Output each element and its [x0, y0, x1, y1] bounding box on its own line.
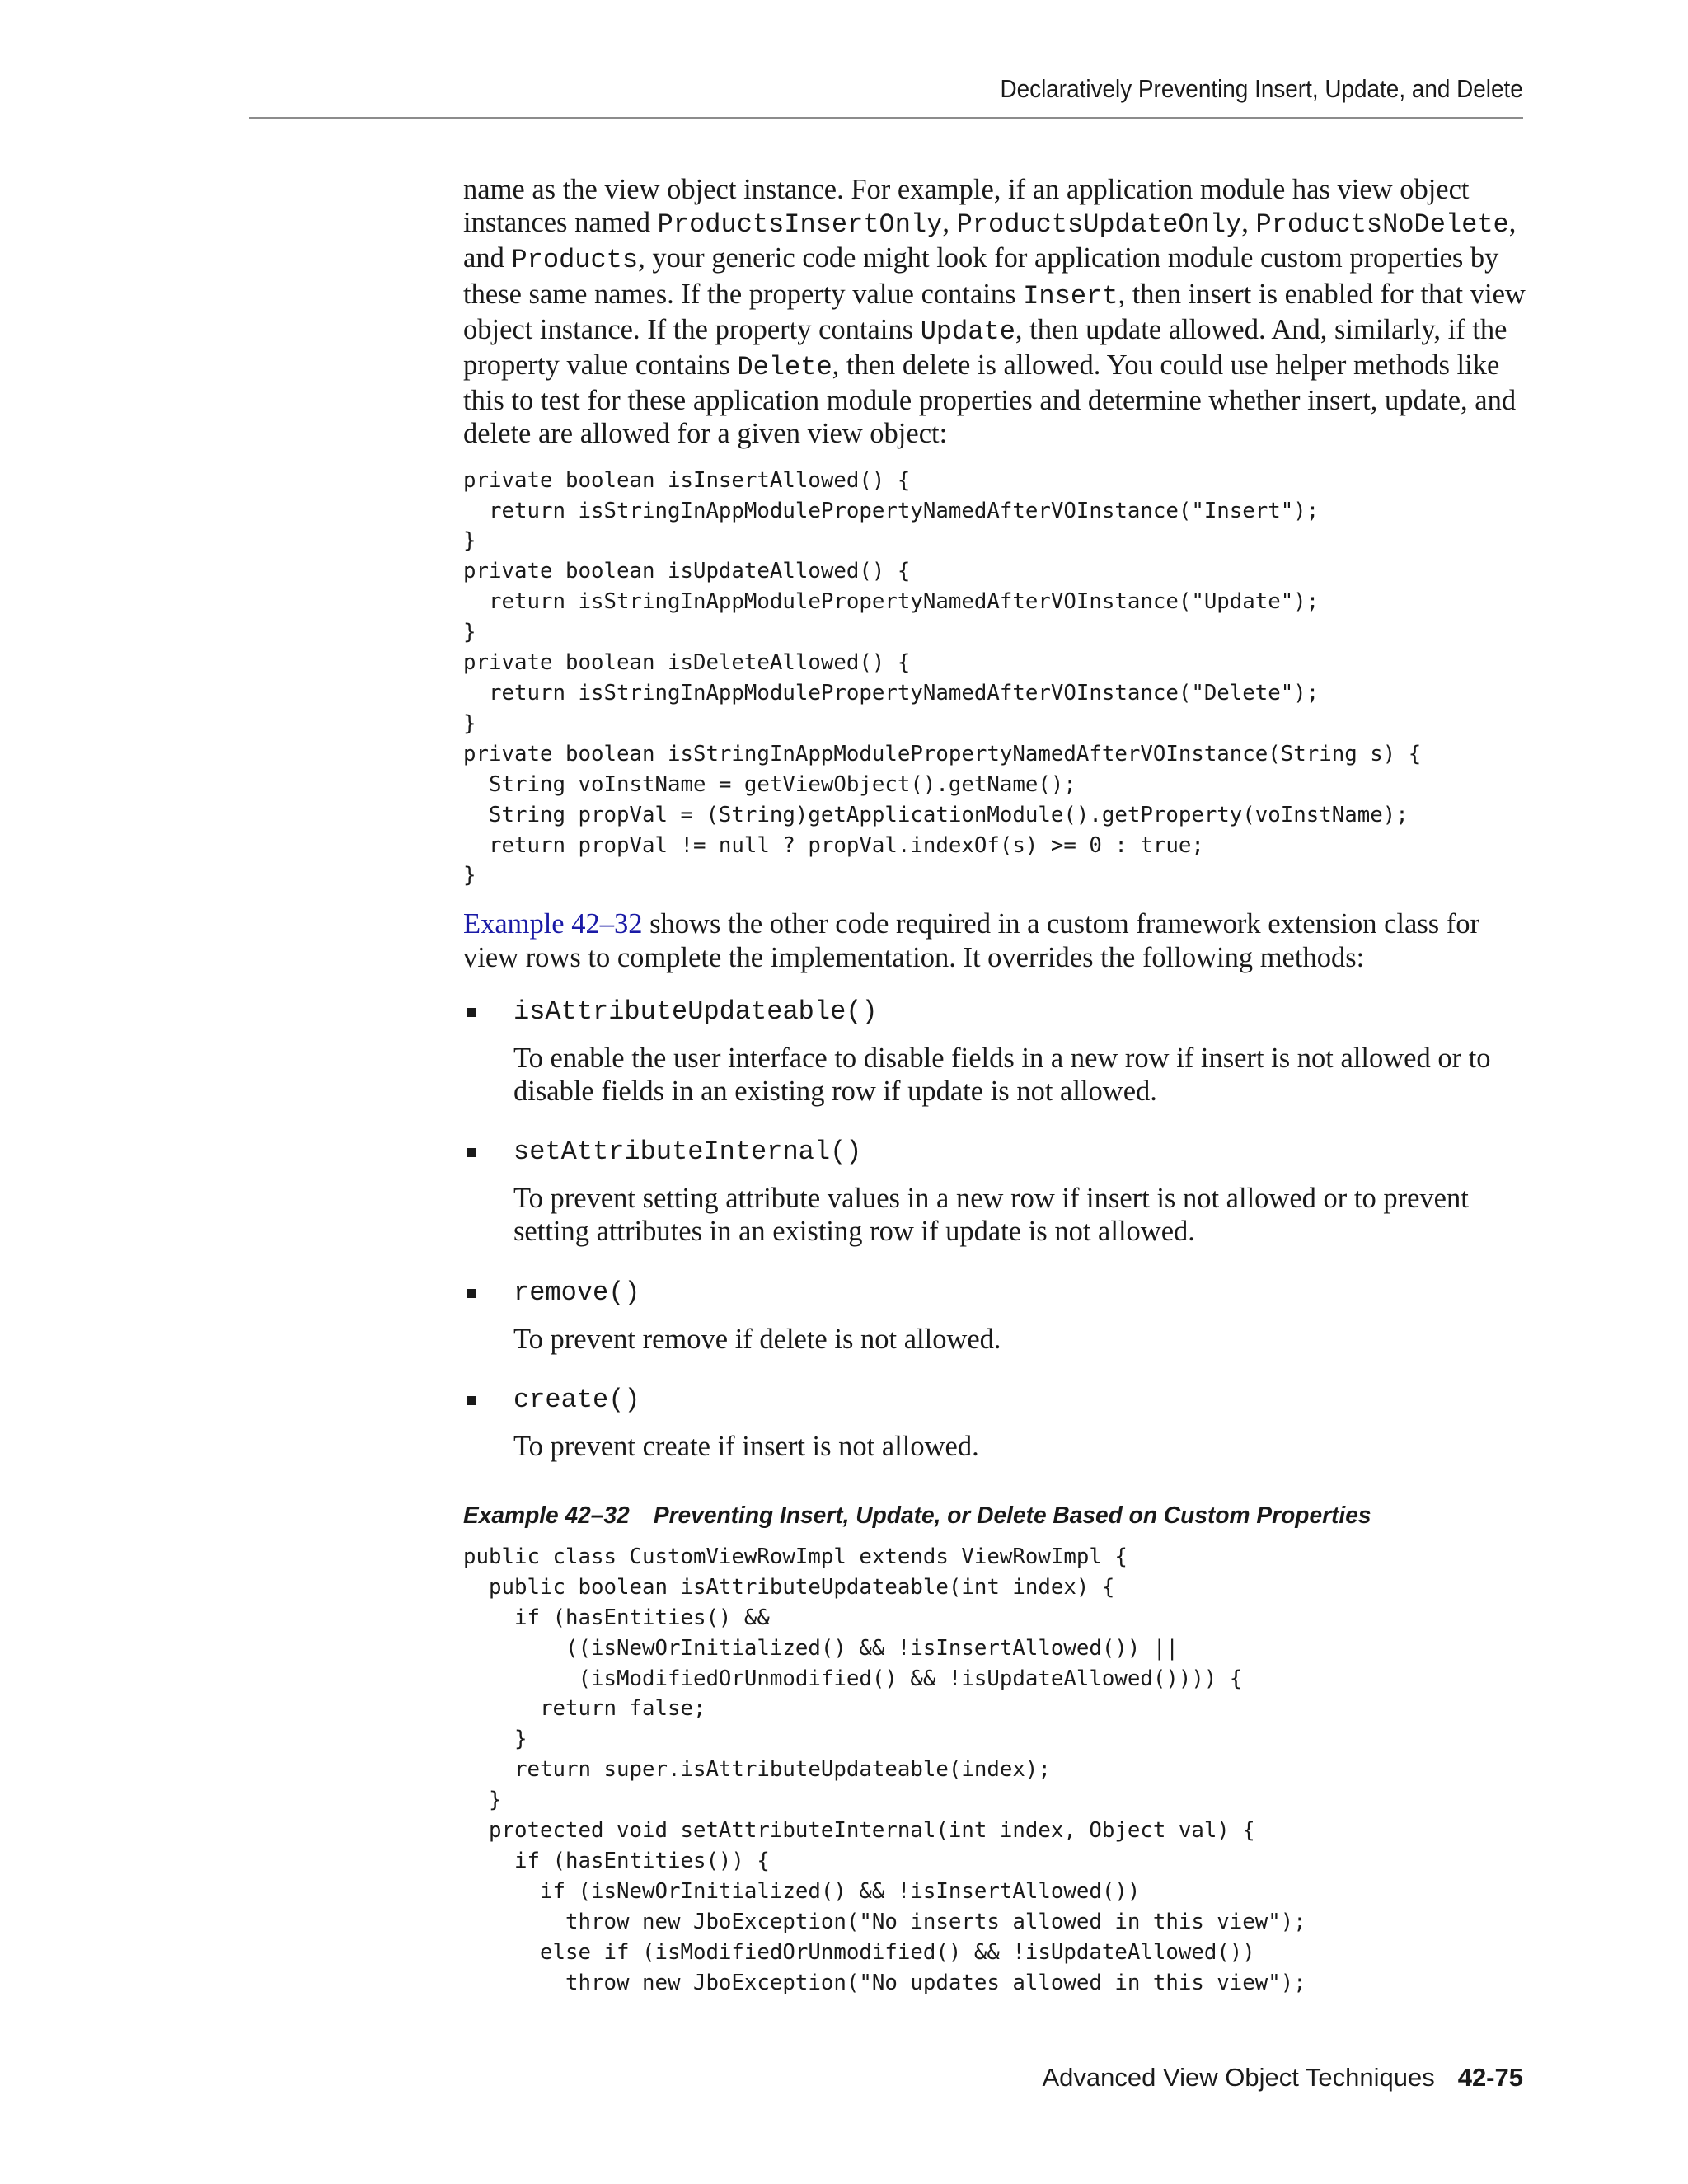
- page-content: [463, 173, 1526, 1999]
- inline-code: Update: [920, 316, 1015, 347]
- inline-code: ProductsInsertOnly: [657, 209, 943, 241]
- bullet-icon: [467, 1008, 476, 1017]
- example-label: Example 42–32: [463, 1502, 630, 1529]
- intro-text: , then delete is allowed. You could use helper methods like this to test for these application module properties and determine whether insert, update, and delete are allowed for a given view object:: [463, 349, 1517, 450]
- example-code: public class CustomViewRowImpl extends ViewRowImpl { public boolean isAttributeUpdateable(int index) { if (hasEntities() && ((isNewOrInitialized() && !isInsertAllowed()) || (isModifiedOrUnmodified() && !isUpdateAllowed()))) { return false; } return super.isAttributeUpdateable(index); } protected void setAttributeInternal(int index, Object val) { if (hasEntities()) { if (isNewOrInitialized() && !isInsertAllowed()) throw new JboException("No inserts allowed in this view"); else if (isModifiedOrUnmodified() && !isUpdateAllowed()) throw new JboException("No updates allowed in this view");: [463, 1544, 1306, 1995]
- footer-section-title: Advanced View Object Techniques: [1042, 2063, 1435, 2092]
- inline-code: Insert: [1023, 280, 1118, 312]
- method-description: To prevent setting attribute values in a new row if insert is not allowed or to prevent setting attributes in an existing row if update is not allowed.: [513, 1183, 1469, 1248]
- intro-text: , then insert is enabled for that view object instance. If the property contains: [463, 278, 1526, 345]
- bullet-icon: [467, 1396, 476, 1405]
- running-header: [249, 74, 1523, 119]
- intro-paragraph: [463, 173, 1526, 451]
- method-name: create(): [513, 1384, 640, 1415]
- method-description: To prevent remove if delete is not allowed.: [513, 1323, 1001, 1355]
- page-footer: [1042, 2063, 1523, 2093]
- method-list: [463, 996, 1526, 1463]
- overrides-text: shows the other code required in a custom framework extension class for view rows to complete the implementation. It overrides the following methods:: [463, 908, 1480, 973]
- intro-text: ,: [1241, 207, 1256, 239]
- header-title: Declaratively Preventing Insert, Update, and Delete: [1000, 74, 1523, 103]
- helper-methods-code: private boolean isInsertAllowed() { return isStringInAppModulePropertyNamedAfterVOInstance("Insert"); } private boolean isUpdateAllowed() { return isStringInAppModulePropertyNamedAfterVOInstance("Update"); } private boolean isDeleteAllowed() { return isStringInAppModulePropertyNamedAfterVOInstance("Delete"); } private boolean isStringInAppModulePropertyNamedAfterVOInstance(String s) { String voInstName = getViewObject().getName(); String propVal = (String)getApplicationModule().getProperty(voInstName); return propVal != null ? propVal.indexOf(s) >= 0 : true; }: [463, 467, 1422, 888]
- overrides-paragraph: [463, 907, 1526, 973]
- list-item: [463, 1136, 1526, 1248]
- method-name: remove(): [513, 1277, 640, 1308]
- intro-text: , and: [463, 207, 1517, 274]
- example-title: Preventing Insert, Update, or Delete Based on Custom Properties: [653, 1502, 1372, 1529]
- list-item: [463, 1384, 1526, 1463]
- list-item: [463, 1277, 1526, 1356]
- intro-text: , your generic code might look for application module custom properties by these same names. If the property value contains: [463, 242, 1499, 310]
- method-description: To enable the user interface to disable fields in a new row if insert is not allowed or to disable fields in an existing row if update is not allowed.: [513, 1042, 1491, 1107]
- page-number: 42-75: [1457, 2063, 1523, 2092]
- example-caption: [463, 1499, 1494, 1532]
- inline-code: Delete: [737, 352, 832, 383]
- inline-code: Products: [511, 245, 639, 276]
- method-name: isAttributeUpdateable(): [513, 996, 878, 1027]
- inline-code: ProductsNoDelete: [1255, 209, 1509, 241]
- intro-text: name as the view object instance. For example, if an application module has view object instances named: [463, 174, 1470, 239]
- method-name: setAttributeInternal(): [513, 1137, 862, 1168]
- bullet-icon: [467, 1148, 476, 1157]
- intro-text: , then update allowed. And, similarly, if the property value contains: [463, 313, 1507, 382]
- bullet-icon: [467, 1289, 476, 1298]
- intro-text: ,: [942, 207, 957, 239]
- inline-code: ProductsUpdateOnly: [956, 209, 1242, 241]
- method-description: To prevent create if insert is not allowed.: [513, 1430, 979, 1462]
- list-item: [463, 996, 1526, 1108]
- example-42-32-link[interactable]: Example 42–32: [463, 908, 643, 940]
